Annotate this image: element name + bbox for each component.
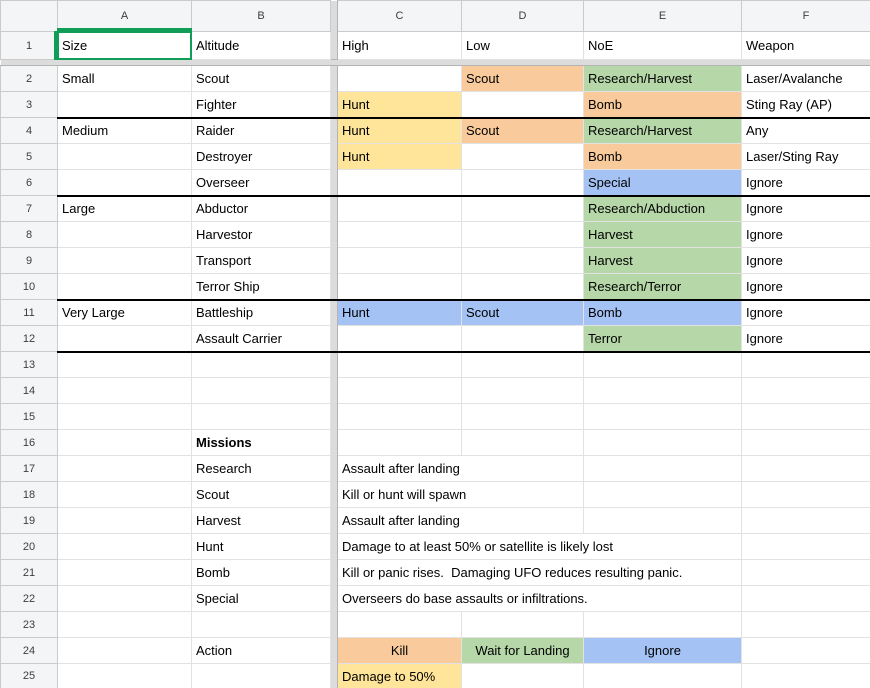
- cell-A16[interactable]: [58, 430, 192, 456]
- cell-A21[interactable]: [58, 560, 192, 586]
- frozen-columns-divider[interactable]: [331, 638, 338, 664]
- cell-C11[interactable]: Hunt: [338, 300, 462, 326]
- cell-C23[interactable]: [338, 612, 462, 638]
- cell-E3[interactable]: Bomb: [584, 92, 742, 118]
- cell-B11[interactable]: Battleship: [192, 300, 331, 326]
- cell-F16[interactable]: [742, 430, 870, 456]
- row-header-5[interactable]: 5: [1, 144, 58, 170]
- cell-D6[interactable]: [462, 170, 584, 196]
- cell-E13[interactable]: [584, 352, 742, 378]
- row-header-2[interactable]: 2: [1, 66, 58, 92]
- cell-B15[interactable]: [192, 404, 331, 430]
- frozen-columns-divider[interactable]: [331, 170, 338, 196]
- cell-B10[interactable]: Terror Ship: [192, 274, 331, 300]
- cell-C21[interactable]: Kill or panic rises. Damaging UFO reduces resulting panic.: [338, 560, 742, 586]
- row-header-4[interactable]: 4: [1, 118, 58, 144]
- cell-A25[interactable]: [58, 664, 192, 688]
- cell-B25[interactable]: [192, 664, 331, 688]
- row-header-16[interactable]: 16: [1, 430, 58, 456]
- cell-F5[interactable]: Laser/Sting Ray: [742, 144, 870, 170]
- cell-B21[interactable]: Bomb: [192, 560, 331, 586]
- cell-E2[interactable]: Research/Harvest: [584, 66, 742, 92]
- column-header-B[interactable]: B: [192, 1, 331, 32]
- frozen-columns-divider[interactable]: [331, 222, 338, 248]
- cell-D11[interactable]: Scout: [462, 300, 584, 326]
- cell-A2[interactable]: Small: [58, 66, 192, 92]
- cell-F10[interactable]: Ignore: [742, 274, 870, 300]
- cell-B5[interactable]: Destroyer: [192, 144, 331, 170]
- cell-D24[interactable]: Wait for Landing: [462, 638, 584, 664]
- frozen-columns-divider[interactable]: [331, 118, 338, 144]
- cell-D9[interactable]: [462, 248, 584, 274]
- cell-E14[interactable]: [584, 378, 742, 404]
- cell-A15[interactable]: [58, 404, 192, 430]
- cell-A1[interactable]: Size: [58, 32, 192, 60]
- column-header-row: [1, 1, 870, 32]
- row-header-7[interactable]: 7: [1, 196, 58, 222]
- cell-B14[interactable]: [192, 378, 331, 404]
- frozen-columns-divider[interactable]: [331, 196, 338, 222]
- cell-D14[interactable]: [462, 378, 584, 404]
- frozen-columns-divider[interactable]: [331, 456, 338, 482]
- cell-F12[interactable]: Ignore: [742, 326, 870, 352]
- row-header-17[interactable]: 17: [1, 456, 58, 482]
- cell-E17[interactable]: [584, 456, 742, 482]
- cell-F19[interactable]: [742, 508, 870, 534]
- row-header-19[interactable]: 19: [1, 508, 58, 534]
- cell-B2[interactable]: Scout: [192, 66, 331, 92]
- cell-B18[interactable]: Scout: [192, 482, 331, 508]
- frozen-columns-divider[interactable]: [331, 612, 338, 638]
- cell-F3[interactable]: Sting Ray (AP): [742, 92, 870, 118]
- cell-E5[interactable]: Bomb: [584, 144, 742, 170]
- cell-B4[interactable]: Raider: [192, 118, 331, 144]
- cell-C4[interactable]: Hunt: [338, 118, 462, 144]
- select-all-corner[interactable]: [1, 1, 58, 32]
- frozen-columns-divider[interactable]: [331, 664, 338, 688]
- column-header-C[interactable]: C: [338, 1, 462, 32]
- cell-A24[interactable]: [58, 638, 192, 664]
- cell-C22[interactable]: Overseers do base assaults or infiltrations.: [338, 586, 742, 612]
- cell-B20[interactable]: Hunt: [192, 534, 331, 560]
- frozen-columns-divider[interactable]: [331, 248, 338, 274]
- cell-D12[interactable]: [462, 326, 584, 352]
- cell-C24[interactable]: Kill: [338, 638, 462, 664]
- cell-D25[interactable]: [462, 664, 584, 688]
- cell-E9[interactable]: Harvest: [584, 248, 742, 274]
- cell-E4[interactable]: Research/Harvest: [584, 118, 742, 144]
- cell-B22[interactable]: Special: [192, 586, 331, 612]
- cell-C19[interactable]: Assault after landing: [338, 508, 584, 534]
- frozen-columns-divider[interactable]: [331, 586, 338, 612]
- cell-E16[interactable]: [584, 430, 742, 456]
- cell-B9[interactable]: Transport: [192, 248, 331, 274]
- row-header-11[interactable]: 11: [1, 300, 58, 326]
- row-header-15[interactable]: 15: [1, 404, 58, 430]
- cell-C18[interactable]: Kill or hunt will spawn: [338, 482, 584, 508]
- cell-C5[interactable]: Hunt: [338, 144, 462, 170]
- frozen-columns-divider[interactable]: [331, 274, 338, 300]
- cell-D7[interactable]: [462, 196, 584, 222]
- cell-B16[interactable]: Missions: [192, 430, 331, 456]
- row-header-13[interactable]: 13: [1, 352, 58, 378]
- cell-F8[interactable]: Ignore: [742, 222, 870, 248]
- cell-A3[interactable]: [58, 92, 192, 118]
- row-header-20[interactable]: 20: [1, 534, 58, 560]
- row-header-23[interactable]: 23: [1, 612, 58, 638]
- cell-D8[interactable]: [462, 222, 584, 248]
- row-header-10[interactable]: 10: [1, 274, 58, 300]
- row-header-22[interactable]: 22: [1, 586, 58, 612]
- sheet-body: [1, 32, 870, 688]
- cell-E24[interactable]: Ignore: [584, 638, 742, 664]
- row-header-21[interactable]: 21: [1, 560, 58, 586]
- cell-C14[interactable]: [338, 378, 462, 404]
- cell-A17[interactable]: [58, 456, 192, 482]
- cell-C13[interactable]: [338, 352, 462, 378]
- cell-A23[interactable]: [58, 612, 192, 638]
- cell-A7[interactable]: Large: [58, 196, 192, 222]
- frozen-columns-divider[interactable]: [331, 92, 338, 118]
- row-header-24[interactable]: 24: [1, 638, 58, 664]
- cell-F18[interactable]: [742, 482, 870, 508]
- column-header-E[interactable]: E: [584, 1, 742, 32]
- cell-F21[interactable]: [742, 560, 870, 586]
- cell-F25[interactable]: [742, 664, 870, 688]
- cell-A18[interactable]: [58, 482, 192, 508]
- cell-B24[interactable]: Action: [192, 638, 331, 664]
- cell-A13[interactable]: [58, 352, 192, 378]
- cell-A8[interactable]: [58, 222, 192, 248]
- cell-A11[interactable]: Very Large: [58, 300, 192, 326]
- row-header-3[interactable]: 3: [1, 92, 58, 118]
- cell-D23[interactable]: [462, 612, 584, 638]
- cell-E18[interactable]: [584, 482, 742, 508]
- row-header-14[interactable]: 14: [1, 378, 58, 404]
- cell-F15[interactable]: [742, 404, 870, 430]
- column-header-F[interactable]: F: [742, 1, 870, 32]
- cell-F13[interactable]: [742, 352, 870, 378]
- frozen-columns-divider[interactable]: [331, 508, 338, 534]
- cell-E7[interactable]: Research/Abduction: [584, 196, 742, 222]
- cell-B13[interactable]: [192, 352, 331, 378]
- frozen-columns-divider[interactable]: [331, 482, 338, 508]
- cell-D4[interactable]: Scout: [462, 118, 584, 144]
- cell-F23[interactable]: [742, 612, 870, 638]
- cell-D5[interactable]: [462, 144, 584, 170]
- column-header-A[interactable]: A: [58, 1, 192, 32]
- cell-D3[interactable]: [462, 92, 584, 118]
- cell-D15[interactable]: [462, 404, 584, 430]
- cell-E11[interactable]: Bomb: [584, 300, 742, 326]
- cell-B17[interactable]: Research: [192, 456, 331, 482]
- cell-B12[interactable]: Assault Carrier: [192, 326, 331, 352]
- frozen-columns-divider[interactable]: [331, 300, 338, 326]
- cell-E23[interactable]: [584, 612, 742, 638]
- cell-C9[interactable]: [338, 248, 462, 274]
- cell-C1[interactable]: High: [338, 32, 462, 60]
- cell-E12[interactable]: Terror: [584, 326, 742, 352]
- cell-F1[interactable]: Weapon: [742, 32, 870, 60]
- cell-E8[interactable]: Harvest: [584, 222, 742, 248]
- cell-C25[interactable]: Damage to 50%: [338, 664, 462, 688]
- cell-A5[interactable]: [58, 144, 192, 170]
- cell-A19[interactable]: [58, 508, 192, 534]
- frozen-columns-divider[interactable]: [331, 430, 338, 456]
- cell-C2[interactable]: [338, 66, 462, 92]
- cell-E19[interactable]: [584, 508, 742, 534]
- frozen-columns-divider[interactable]: [331, 326, 338, 352]
- cell-E6[interactable]: Special: [584, 170, 742, 196]
- cell-B8[interactable]: Harvestor: [192, 222, 331, 248]
- column-header-D[interactable]: D: [462, 1, 584, 32]
- cell-E25[interactable]: [584, 664, 742, 688]
- cell-E10[interactable]: Research/Terror: [584, 274, 742, 300]
- row-header-6[interactable]: 6: [1, 170, 58, 196]
- cell-E15[interactable]: [584, 404, 742, 430]
- cell-A22[interactable]: [58, 586, 192, 612]
- cell-B23[interactable]: [192, 612, 331, 638]
- cell-F20[interactable]: [742, 534, 870, 560]
- frozen-columns-divider[interactable]: [331, 352, 338, 378]
- cell-F17[interactable]: [742, 456, 870, 482]
- frozen-columns-divider[interactable]: [331, 66, 338, 92]
- cell-C3[interactable]: Hunt: [338, 92, 462, 118]
- cell-F22[interactable]: [742, 586, 870, 612]
- cell-B6[interactable]: Overseer: [192, 170, 331, 196]
- cell-F6[interactable]: Ignore: [742, 170, 870, 196]
- cell-D13[interactable]: [462, 352, 584, 378]
- cell-C20[interactable]: Damage to at least 50% or satellite is likely lost: [338, 534, 742, 560]
- frozen-columns-divider[interactable]: [331, 32, 338, 60]
- cell-A6[interactable]: [58, 170, 192, 196]
- cell-D1[interactable]: Low: [462, 32, 584, 60]
- row-header-25[interactable]: 25: [1, 664, 58, 688]
- cell-A14[interactable]: [58, 378, 192, 404]
- cell-B1[interactable]: Altitude: [192, 32, 331, 60]
- cell-F7[interactable]: Ignore: [742, 196, 870, 222]
- cell-A9[interactable]: [58, 248, 192, 274]
- cell-C17[interactable]: Assault after landing: [338, 456, 584, 482]
- cell-A4[interactable]: Medium: [58, 118, 192, 144]
- frozen-columns-divider[interactable]: [331, 560, 338, 586]
- cell-D16[interactable]: [462, 430, 584, 456]
- cell-F14[interactable]: [742, 378, 870, 404]
- cell-E1[interactable]: NoE: [584, 32, 742, 60]
- row-header-9[interactable]: 9: [1, 248, 58, 274]
- row-header-8[interactable]: 8: [1, 222, 58, 248]
- cell-D10[interactable]: [462, 274, 584, 300]
- frozen-columns-divider[interactable]: [331, 144, 338, 170]
- cell-C7[interactable]: [338, 196, 462, 222]
- row-header-12[interactable]: 12: [1, 326, 58, 352]
- frozen-columns-divider[interactable]: [331, 404, 338, 430]
- cell-A12[interactable]: [58, 326, 192, 352]
- cell-A10[interactable]: [58, 274, 192, 300]
- cell-A20[interactable]: [58, 534, 192, 560]
- cell-D2[interactable]: Scout: [462, 66, 584, 92]
- row-header-1[interactable]: 1: [1, 32, 58, 60]
- cell-F2[interactable]: Laser/Avalanche: [742, 66, 870, 92]
- cell-F9[interactable]: Ignore: [742, 248, 870, 274]
- cell-F11[interactable]: Ignore: [742, 300, 870, 326]
- cell-C15[interactable]: [338, 404, 462, 430]
- cell-C8[interactable]: [338, 222, 462, 248]
- frozen-columns-divider[interactable]: [331, 378, 338, 404]
- cell-C6[interactable]: [338, 170, 462, 196]
- cell-B19[interactable]: Harvest: [192, 508, 331, 534]
- cell-C16[interactable]: [338, 430, 462, 456]
- cell-B3[interactable]: Fighter: [192, 92, 331, 118]
- frozen-columns-divider[interactable]: [331, 1, 338, 32]
- row-header-18[interactable]: 18: [1, 482, 58, 508]
- cell-C12[interactable]: [338, 326, 462, 352]
- frozen-columns-divider[interactable]: [331, 534, 338, 560]
- cell-B7[interactable]: Abductor: [192, 196, 331, 222]
- cell-F4[interactable]: Any: [742, 118, 870, 144]
- cell-F24[interactable]: [742, 638, 870, 664]
- cell-C10[interactable]: [338, 274, 462, 300]
